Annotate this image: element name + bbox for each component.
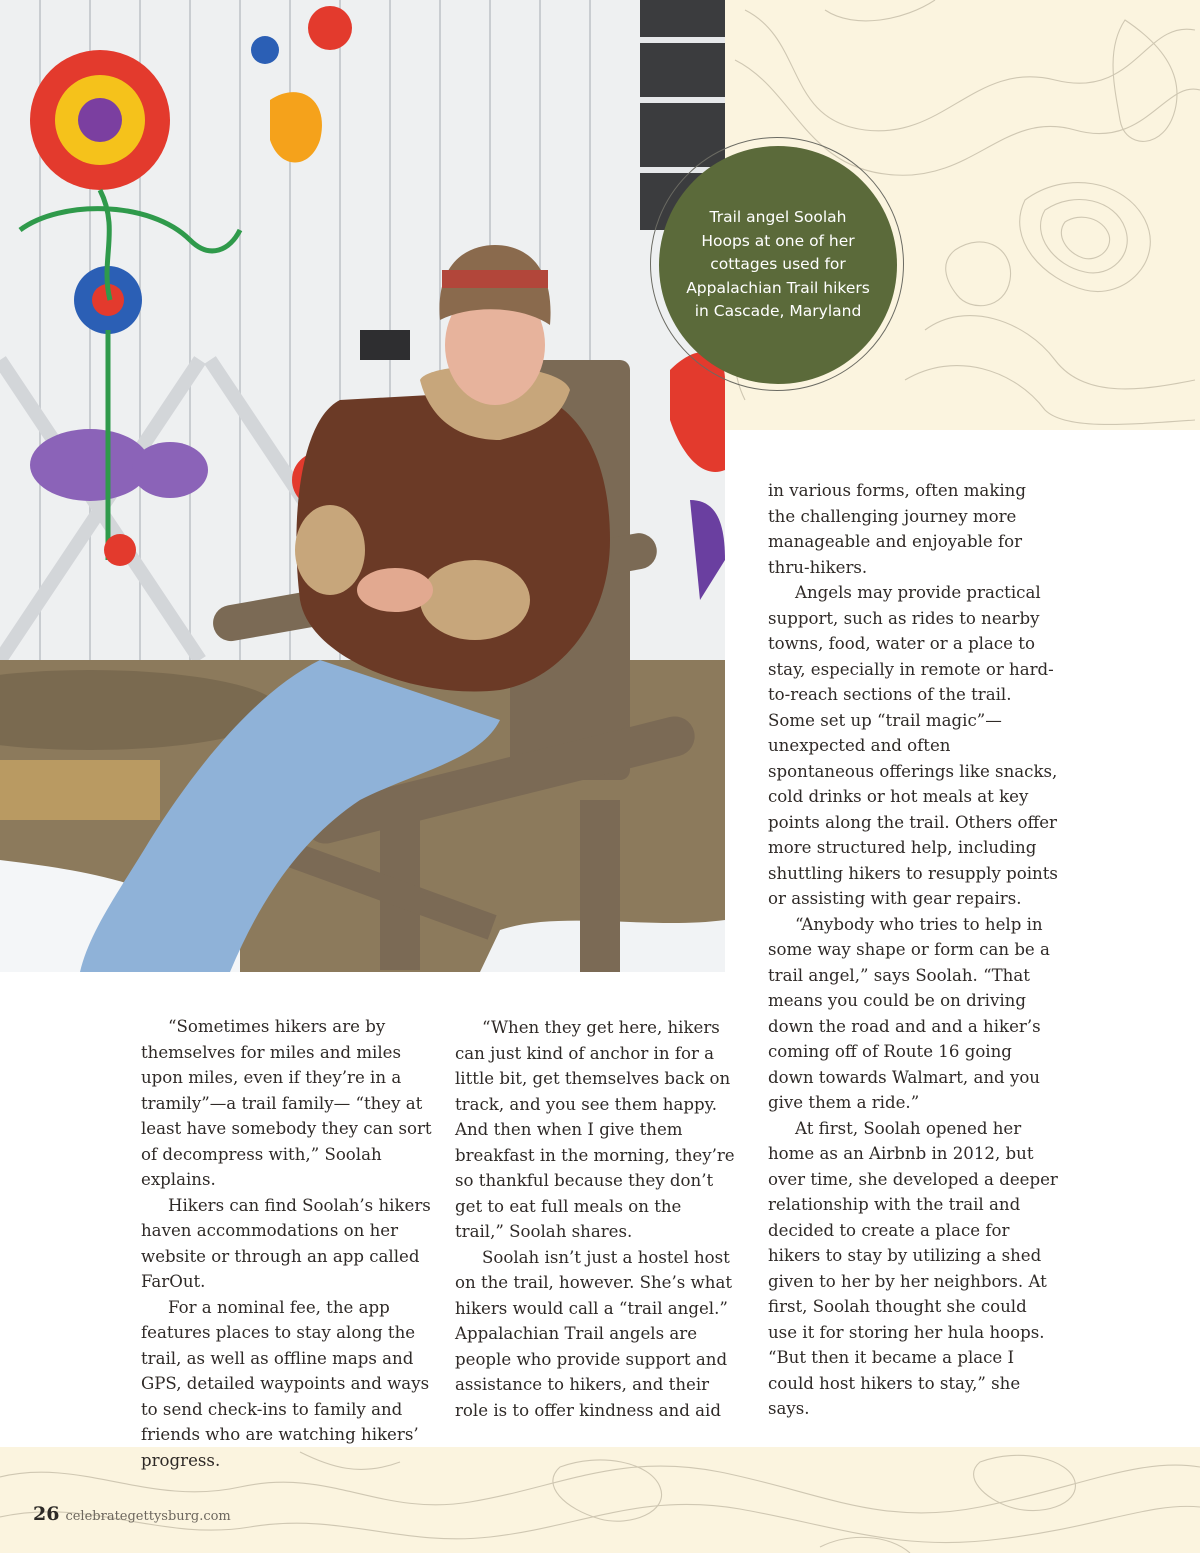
caption-text: [686, 206, 870, 324]
paragraph: “Sometimes hikers are by themselves for miles and miles upon miles, even if they’re in a tramily”—a trail family— “they at least have somebody they can sort of decompress with,” Soolah explains.: [141, 1017, 432, 1189]
paragraph: Angels may provide practical support, such as rides to nearby towns, food, water or a place to stay, especially in remote or hard-to-reach sections of the trail. Some set up “trail magic”—unexpected and often spontaneous offerings like snacks, cold drinks or hot meals at key points along the trail. Others offer more structured help, including shuttling hikers to resupply points or assisting with gear repairs.: [768, 583, 1058, 908]
caption-line: Trail angel Soolah: [709, 208, 847, 227]
caption-line: Appalachian Trail hikers: [686, 278, 870, 297]
paragraph: Soolah isn’t just a hostel host on the trail, however. She’s what hikers would call a “trail angel.” Appalachian Trail angels are people who provide support and assistance to hikers, and their role is to offer kindness and aid: [455, 1247, 733, 1420]
page-number: 26: [33, 1503, 60, 1525]
paragraph: For a nominal fee, the app features places to stay along the trail, as well as offline maps and GPS, detailed waypoints and ways to send check-ins to family and friends who are watching hikers’ progress.: [141, 1297, 430, 1470]
paragraph: “When they get here, hikers can just kind of anchor in for a little bit, get themselves back on track, and you see them happy. And then when I give them breakfast in the morning, they’re so thankful because they don’t get to eat full meals on the trail,” Soolah shares.: [455, 1018, 735, 1241]
paragraph: “Anybody who tries to help in some way shape or form can be a trail angel,” says Soolah. “That means you could be on driving down the road and and a hiker’s coming off of Route 16 going down towards Walmart, and you give them a ride.”: [768, 914, 1050, 1112]
photo-caption: [659, 146, 897, 384]
caption-line: in Cascade, Maryland: [694, 302, 862, 321]
article-column-3: [768, 478, 1058, 1422]
article-column-2: [455, 1015, 735, 1423]
caption-line: Hoops at one of her: [701, 231, 855, 250]
paragraph: Hikers can find Soolah’s hikers haven accommodations on her website or through an app called FarOut.: [141, 1195, 431, 1291]
page-footer: [33, 1503, 231, 1525]
paragraph: in various forms, often making the challenging journey more manageable and enjoyable for thru-hikers.: [768, 481, 1026, 577]
article-column-1: [141, 1014, 433, 1473]
paragraph: At first, Soolah opened her home as an Airbnb in 2012, but over time, she developed a deeper relationship with the trail and decided to create a place for hikers to stay by utilizing a shed given to her by her neighbors. At first, Soolah thought she could use it for storing her hula hoops. “But then it became a place I could host hikers to stay,” she says.: [768, 1118, 1058, 1418]
photo-trail-angel: [0, 0, 725, 972]
site-url: celebrategettysburg.com: [65, 1509, 231, 1524]
caption-line: cottages used for: [710, 255, 846, 274]
